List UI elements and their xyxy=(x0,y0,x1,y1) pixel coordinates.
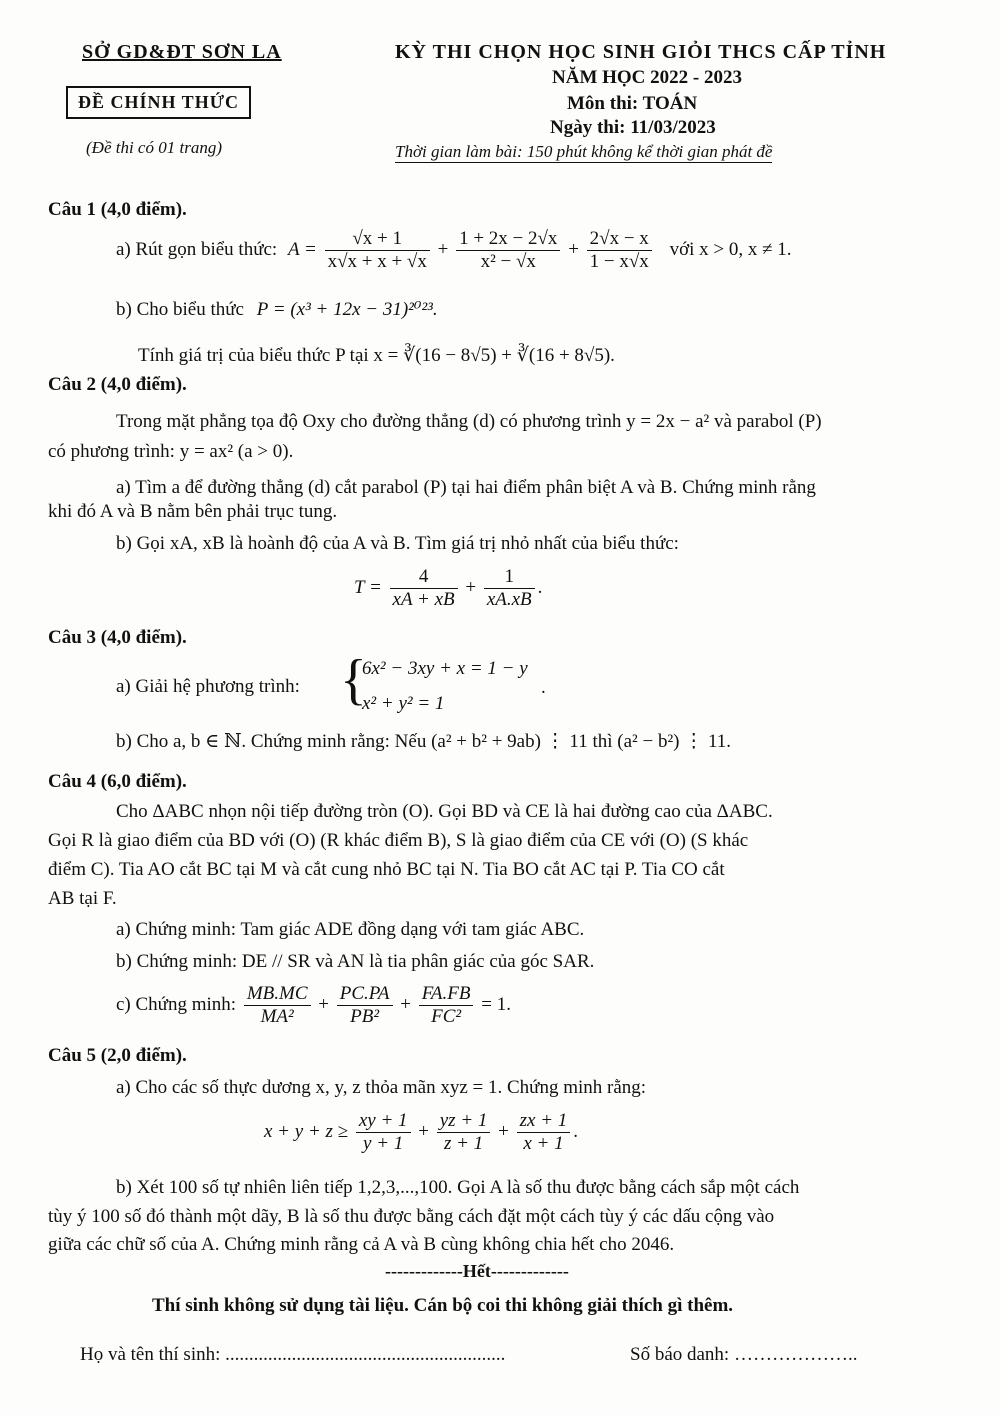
q2-t-frac2: $\frac{1}{xA.xB}$ xyxy=(484,566,535,612)
q1-a-frac1: $\frac{√x + 1}{x√x + x + √x}$ xyxy=(325,228,430,274)
q3-a-label: a) Giải hệ phương trình: xyxy=(116,676,300,697)
q3-period: . xyxy=(541,677,546,698)
q5-frac2: $\frac{yz + 1}{z + 1}$ xyxy=(437,1110,491,1156)
q4-c-frac1: $\frac{MB.MC}{\text{MA²}}$ xyxy=(244,983,311,1029)
q4-p1: Cho ΔABC nhọn nội tiếp đường tròn (O). Gọi BD và CE là hai đường cao của ΔABC. xyxy=(116,801,773,822)
q5-inequality: x + y + z ≥ $\frac{xy + 1}{y + 1}$ + $\frac{yz + 1}{z + 1}$ + $\frac{zx + 1}{x + 1}$ . xyxy=(264,1110,579,1154)
exam-title: KỲ THI CHỌN HỌC SINH GIỎI THCS CẤP TỈNH xyxy=(395,41,887,63)
q5-frac1: $\frac{xy + 1}{y + 1}$ xyxy=(356,1110,411,1156)
q5-b-1: b) Xét 100 số tự nhiên liên tiếp 1,2,3,...,100. Gọi A là số thu được bằng cách sắp một cách xyxy=(116,1177,800,1198)
q3-eq2: x² + y² = 1 xyxy=(362,693,445,714)
q4-p4: AB tại F. xyxy=(48,888,117,909)
q3-heading: Câu 3 (4,0 điểm). xyxy=(48,627,187,648)
q2-heading: Câu 2 (4,0 điểm). xyxy=(48,374,187,395)
q1-b-row xyxy=(116,298,438,322)
q1-a-row: a) Rút gọn biểu thức: A = $\frac{√x + 1}{x√x + x + √x}$ + $\frac{1 + 2x - 2√x}{\text{x² − √x}}$ + $\frac{2√x - x}{1 - x√x}$ với x > 0, x ≠ 1. xyxy=(116,228,792,272)
q1-b-label: b) Cho biểu thức xyxy=(116,299,244,320)
candidate-id-field: Số báo danh: ……………….. xyxy=(630,1344,858,1365)
q5-b-2: tùy ý 100 số đó thành một dãy, B là số thu được bằng cách đặt một cách tùy ý các dấu cộng vào xyxy=(48,1206,775,1227)
q4-a: a) Chứng minh: Tam giác ADE đồng dạng với tam giác ABC. xyxy=(116,919,585,940)
footer-note: Thí sinh không sử dụng tài liệu. Cán bộ coi thi không giải thích gì thêm. xyxy=(152,1295,734,1316)
q1-a-label: a) Rút gọn biểu thức: xyxy=(116,239,278,261)
q1-b-text: Tính giá trị của biểu thức P tại x = ∛(16 − 8√5) + ∛(16 + 8√5). xyxy=(138,345,615,366)
q1-a-condition: với x > 0, x ≠ 1. xyxy=(669,239,792,261)
q4-p2: Gọi R là giao điểm của BD với (O) (R khác điểm B), S là giao điểm của CE với (O) (S khác xyxy=(48,830,749,851)
q4-c-row: c) Chứng minh: $\frac{MB.MC}{\text{MA²}}$ + $\frac{PC.PA}{\text{PB²}}$ + $\frac{FA.FB}{\text{FC²}}$ = 1. xyxy=(116,983,511,1027)
q4-c-frac2: $\frac{PC.PA}{\text{PB²}}$ xyxy=(337,983,393,1029)
q1-a-frac2: $\frac{1 + 2x - 2√x}{\text{x² − √x}}$ xyxy=(456,228,560,274)
candidate-name-field: Họ và tên thí sinh: ........................................................... xyxy=(80,1344,506,1365)
official-stamp: ĐỀ CHÍNH THỨC xyxy=(66,86,251,119)
q2-a-2: khi đó A và B nằm bên phải trục tung. xyxy=(48,501,338,522)
q3-brace: { xyxy=(340,649,367,711)
q4-b: b) Chứng minh: DE // SR và AN là tia phân giác của góc SAR. xyxy=(116,951,595,972)
exam-date: Ngày thi: 11/03/2023 xyxy=(550,117,716,138)
school-year: NĂM HỌC 2022 - 2023 xyxy=(552,67,742,88)
q4-heading: Câu 4 (6,0 điểm). xyxy=(48,771,187,792)
end-marker: -------------Hết------------- xyxy=(385,1261,569,1281)
q5-a-text: a) Cho các số thực dương x, y, z thỏa mãn xyz = 1. Chứng minh rằng: xyxy=(116,1077,647,1098)
q2-b-1: b) Gọi xA, xB là hoành độ của A và B. Tìm giá trị nhỏ nhất của biểu thức: xyxy=(116,533,679,554)
q2-intro-2: có phương trình: y = ax² (a > 0). xyxy=(48,441,294,462)
q2-a-1: a) Tìm a để đường thẳng (d) cắt parabol (P) tại hai điểm phân biệt A và B. Chứng minh rằng xyxy=(116,477,816,498)
q5-frac3: $\frac{zx + 1}{x + 1}$ xyxy=(517,1110,571,1156)
q2-t-formula: T = $\frac{4}{xA + xB}$ + $\frac{1}{xA.xB}$ . xyxy=(354,566,543,610)
page-count: (Đề thi có 01 trang) xyxy=(86,138,222,157)
q2-intro-1: Trong mặt phẳng tọa độ Oxy cho đường thẳng (d) có phương trình y = 2x − a² và parabol (P) xyxy=(116,411,822,432)
q1-b-expr: P = (x³ + 12x − 31)²⁰²³. xyxy=(256,299,438,320)
q3-b-text: b) Cho a, b ∈ ℕ. Chứng minh rằng: Nếu (a² + b² + 9ab) ⋮ 11 thì (a² − b²) ⋮ 11. xyxy=(116,731,732,752)
subject: Môn thi: TOÁN xyxy=(567,93,698,114)
q2-t-frac1: $\frac{4}{xA + xB}$ xyxy=(390,566,458,612)
q1-a-frac3: $\frac{2√x - x}{1 - x√x}$ xyxy=(587,228,652,274)
q3-eq1: 6x² − 3xy + x = 1 − y xyxy=(362,658,528,679)
q1-heading: Câu 1 (4,0 điểm). xyxy=(48,199,187,220)
q5-b-3: giữa các chữ số của A. Chứng minh rằng cả A và B cùng không chia hết cho 2046. xyxy=(48,1234,675,1255)
q4-c-frac3: $\frac{FA.FB}{\text{FC²}}$ xyxy=(419,983,474,1029)
q1-a-lhs: A = xyxy=(287,239,317,261)
q5-heading: Câu 5 (2,0 điểm). xyxy=(48,1045,187,1066)
q4-p3: điểm C). Tia AO cắt BC tại M và cắt cung nhỏ BC tại N. Tia BO cắt AC tại P. Tia CO cắt xyxy=(48,859,725,880)
duration: Thời gian làm bài: 150 phút không kể thời gian phát đề xyxy=(395,141,772,163)
department: SỞ GD&ĐT SƠN LA xyxy=(82,41,282,63)
